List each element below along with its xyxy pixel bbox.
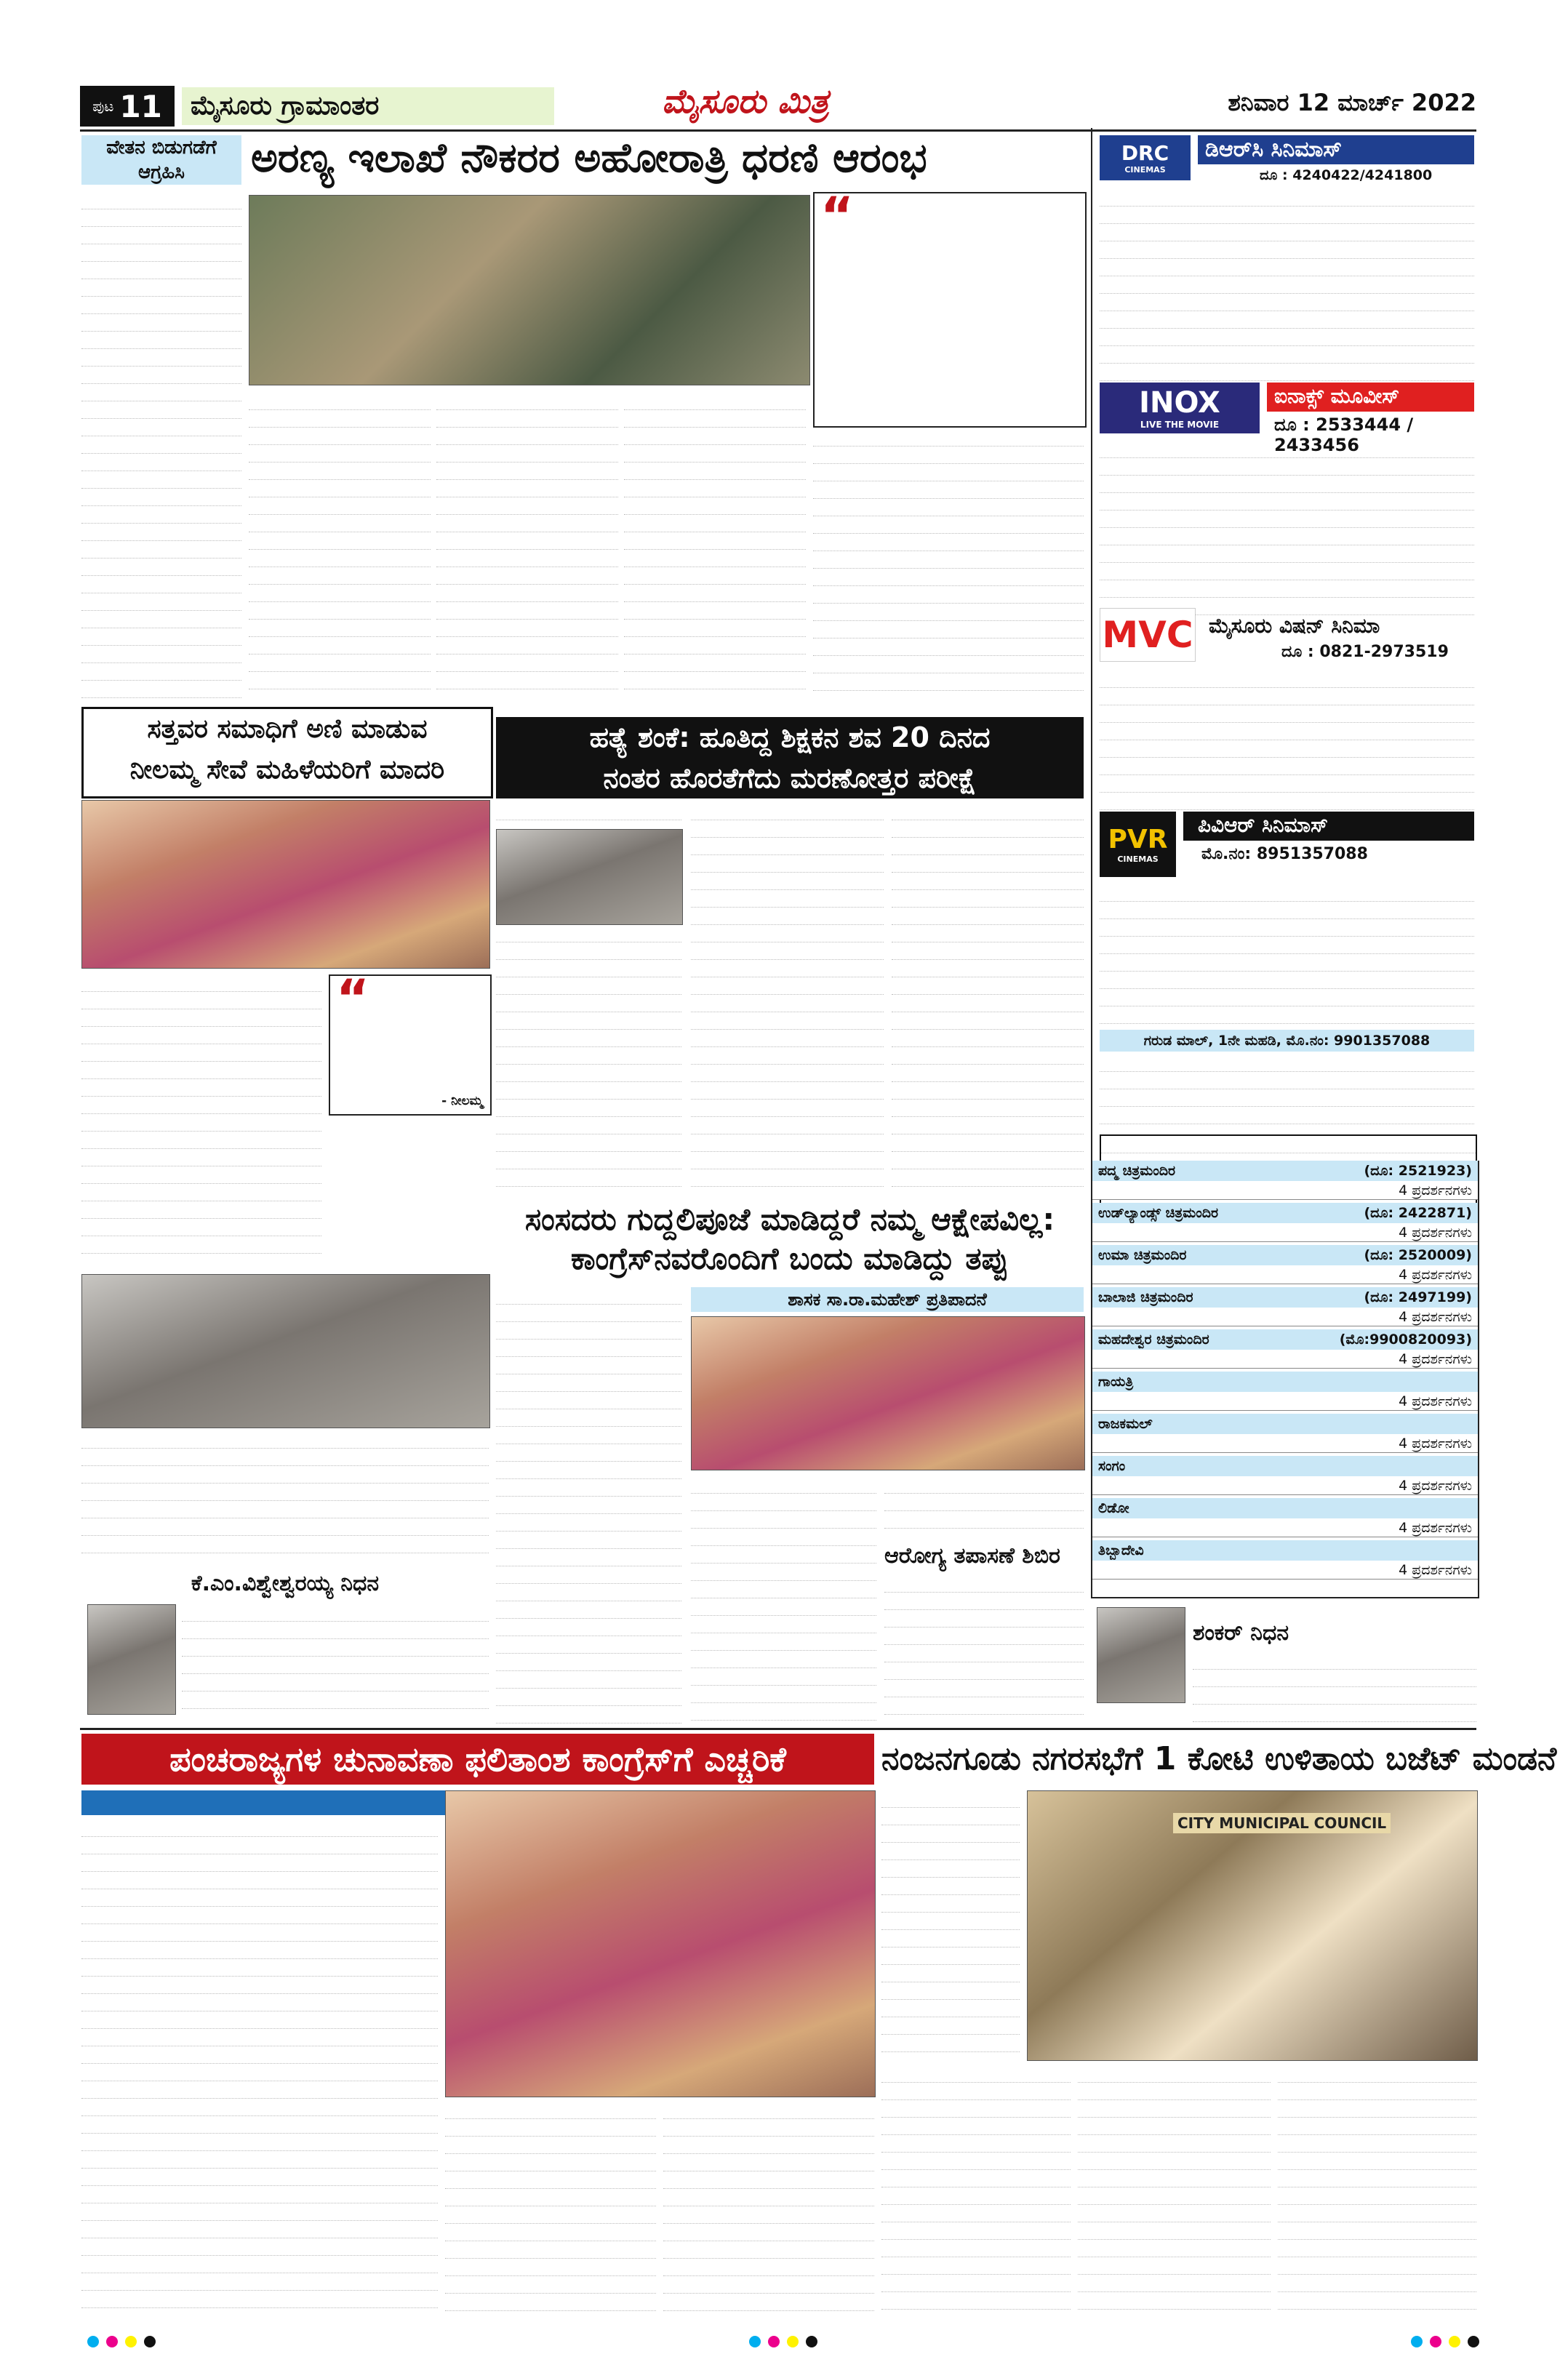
forest-body-col1: [81, 192, 241, 701]
teacher-body-col2: [691, 803, 884, 1196]
theatre-name: ಮಹದೇಶ್ವರ ಚಿತ್ರಮಂದಿರ: [1098, 1332, 1209, 1348]
registration-marks-right: [1411, 2336, 1479, 2347]
mp-headline: [496, 1200, 1084, 1278]
journalists-caption: [81, 1431, 489, 1562]
health-camp-headline: ಆರೋಗ್ಯ ತಪಾಸಣೆ ಶಿಬಿರ: [884, 1543, 1060, 1569]
theatre-name: ಸಂಗಂ: [1098, 1458, 1126, 1474]
mvc-name: ಮೈಸೂರು ವಿಷನ್ ಸಿನಿಮಾ: [1209, 614, 1380, 638]
drc-phone: ದೂ : 4240422/4241800: [1260, 167, 1433, 183]
drc-name: ಡಿಆರ್‌ಸಿ ಸಿನಿಮಾಸ್: [1205, 137, 1343, 162]
panchayat-headline: ಪಂಚರಾಜ್ಯಗಳ ಚುನಾವಣಾ ಫಲಿತಾಂಶ ಕಾಂಗ್ರೆಸ್‌ಗೆ ಎಚ್ಚರಿಕೆ: [81, 1734, 874, 1785]
mp-headline-line2: ಕಾಂಗ್ರೆಸ್‌ನವರೊಂದಿಗೆ ಬಂದು ಮಾಡಿದ್ದು ತಪ್ಪು: [570, 1241, 1009, 1276]
teacher-body-col3: [892, 803, 1084, 1196]
teacher-headline-line1: ಹತ್ಯೆ ಶಂಕೆ: ಹೂತಿದ್ದ ಶಿಕ್ಷಕನ ಶವ 20 ದಿನದ: [589, 721, 991, 753]
council-sign: CITY MUNICIPAL COUNCIL: [1173, 1813, 1391, 1833]
theatre-name: ಬಾಲಾಜಿ ಚಿತ್ರಮಂದಿರ: [1098, 1289, 1193, 1305]
neelamma-photo: [81, 800, 490, 969]
registration-marks-center: [749, 2336, 817, 2347]
inox-name: ಐನಾಕ್ಸ್ ಮೂವೀಸ್: [1274, 384, 1400, 408]
theatre-name-row: [1092, 1245, 1478, 1265]
neelamma-headline-line2: ನೀಲಮ್ಮ ಸೇವೆ ಮಹಿಳೆಯರಿಗೆ ಮಾದರಿ: [129, 755, 445, 785]
mvc-phone: ದೂ : 0821-2973519: [1281, 643, 1449, 661]
theatre-shows-row: 4 ಪ್ರದರ್ಶನಗಳು: [1092, 1265, 1478, 1284]
pvr-logo-sub: CINEMAS: [1117, 854, 1159, 864]
pvr-name: ಪಿವಿಆರ್ ಸಿನಿಮಾಸ್: [1198, 813, 1329, 837]
page-number-box: [80, 86, 175, 127]
pvr-mall2-bar: ಗರುಡ ಮಾಲ್, 1ನೇ ಮಹಡಿ, ಮೊ.ನಂ: 9901357088: [1100, 1030, 1474, 1052]
mvc-logo: MVC: [1100, 608, 1196, 662]
theatre-name-row: [1092, 1498, 1478, 1518]
obit1-headline: ಕೆ.ಎಂ.ವಿಶ್ವೇಶ್ವರಯ್ಯ ನಿಧನ: [191, 1571, 380, 1596]
forest-body-col2: [249, 393, 431, 698]
obit1-body: [182, 1604, 489, 1724]
mp-body-col2: [691, 1476, 876, 1724]
theatre-phone: (ದೂ: 2422871): [1364, 1205, 1472, 1221]
drc-logo-text: DRC: [1121, 141, 1169, 165]
panchayat-body-col1: [81, 1819, 438, 2321]
inox-logo-sub: LIVE THE MOVIE: [1140, 420, 1220, 430]
neelamma-quote-attribution: - ನೀಲಮ್ಮ: [441, 1094, 483, 1108]
inox-phone: ದೂ : 2533444 / 2433456: [1274, 415, 1414, 455]
theatre-shows-row: 4 ಪ್ರದರ್ಶನಗಳು: [1092, 1308, 1478, 1326]
theatre-shows-row: 4 ಪ್ರದರ್ಶನಗಳು: [1092, 1392, 1478, 1411]
pvr-showtimes: [1100, 884, 1474, 1030]
theatre-shows-row: 4 ಪ್ರದರ್ಶನಗಳು: [1092, 1434, 1478, 1453]
pvr-logo-text: PVR: [1108, 825, 1168, 854]
forest-protest-photo: [249, 195, 810, 385]
theatre-shows-row: 4 ಪ್ರದರ್ಶನಗಳು: [1092, 1476, 1478, 1495]
theatre-name: ಉಮಾ ಚಿತ್ರಮಂದಿರ: [1098, 1247, 1187, 1263]
panchayat-kicker: [81, 1790, 467, 1815]
nanjangud-headline: ನಂಜನಗೂಡು ನಗರಸಭೆಗೆ 1 ಕೋಟಿ ಉಳಿತಾಯ ಬಜೆಟ್ ಮಂಡನೆ: [881, 1740, 1557, 1777]
teacher-photo: [496, 829, 683, 925]
mp-event-photo: [691, 1316, 1085, 1470]
obit2-portrait: [1097, 1607, 1185, 1703]
theatre-shows-row: 4 ಪ್ರದರ್ಶನಗಳು: [1092, 1561, 1478, 1580]
theatre-phone: (ಮೊ:9900820093): [1339, 1332, 1472, 1348]
obit2-headline: ಶಂಕರ್ ನಿಧನ: [1193, 1620, 1289, 1646]
theatre-name: ತಿಬ್ಬಾದೇವಿ: [1098, 1542, 1144, 1558]
theatre-shows-row: 4 ಪ್ರದರ್ಶನಗಳು: [1092, 1223, 1478, 1242]
nanjangud-body-col4: [1278, 2065, 1476, 2320]
mp-headline-line1: ಸಂಸದರು ಗುದ್ದಲಿಪೂಜೆ ಮಾಡಿದ್ದರೆ ನಮ್ಮ ಆಕ್ಷೇಪವಿಲ್ಲ:: [524, 1201, 1055, 1237]
drc-logo-sub: CINEMAS: [1124, 165, 1166, 175]
health-camp-body: [884, 1575, 1084, 1724]
theatre-name: ಲಿಡೋ: [1098, 1500, 1129, 1516]
registration-marks-left: [87, 2336, 156, 2347]
forest-body-col5: [813, 429, 1084, 698]
teacher-headline-box: [496, 717, 1084, 798]
neelamma-quote-box: “ - ನೀಲಮ್ಮ: [329, 974, 492, 1116]
page-label: ಪುಟ: [92, 97, 114, 115]
pvr-logo: [1100, 812, 1176, 877]
inox-logo: [1100, 383, 1260, 433]
forest-kicker: ವೇತನ ಬಿಡುಗಡೆಗೆ ಆಗ್ರಹಿಸಿ: [81, 135, 241, 185]
theatre-name-row: [1092, 1203, 1478, 1223]
nanjangud-body-col2: [881, 2065, 1071, 2320]
mp-body-col3: [884, 1476, 1084, 1534]
theatre-shows-row: 4 ಪ್ರದರ್ಶನಗಳು: [1092, 1350, 1478, 1369]
section-name: ಮೈಸೂರು ಗ್ರಾಮಾಂತರ: [182, 87, 554, 125]
drc-logo: [1100, 135, 1191, 180]
theatre-name-row: [1092, 1414, 1478, 1434]
forest-headline: ಅರಣ್ಯ ಇಲಾಖೆ ನೌಕರರ ಅಹೋರಾತ್ರಿ ಧರಣಿ ಆರಂಭ: [251, 135, 927, 182]
theatre-name: ಗಾಯತ್ರಿ: [1098, 1374, 1134, 1390]
neelamma-headline-line1: ಸತ್ತವರ ಸಮಾಧಿಗೆ ಅಣಿ ಮಾಡುವ: [147, 714, 428, 744]
forest-body-col3: [436, 393, 618, 698]
panchayat-body-col2: [445, 2102, 656, 2320]
theatre-name: ಪದ್ಮ ಚಿತ್ರಮಂದಿರ: [1098, 1163, 1176, 1179]
theatre-phone: (ದೂ: 2520009): [1364, 1247, 1472, 1263]
theatre-name-row: [1092, 1540, 1478, 1561]
obit2-body: [1193, 1652, 1476, 1722]
panchayat-body-col3: [663, 2102, 874, 2320]
nanjangud-body-col3: [1078, 2065, 1271, 2320]
obit1-portrait: [87, 1604, 176, 1715]
theatre-phone: (ದೂ: 2497199): [1364, 1289, 1472, 1305]
theatre-name-row: [1092, 1287, 1478, 1308]
page-header: [80, 81, 1476, 132]
neelamma-body: [81, 974, 321, 1265]
theatre-name: ರಾಜಕಮಲ್: [1098, 1416, 1153, 1432]
theatre-name-row: [1092, 1161, 1478, 1181]
teacher-headline-line2: ನಂತರ ಹೊರತೆಗೆದು ಮರಣೋತ್ತರ ಪರೀಕ್ಷೆ: [603, 762, 977, 794]
theatre-name-row: [1092, 1456, 1478, 1476]
theatre-phone: (ದೂ: 2521923): [1364, 1163, 1472, 1179]
pvr-mall2-showtimes: [1100, 1054, 1474, 1134]
issue-date: ಶನಿವಾರ 12 ಮಾರ್ಚ್ 2022: [1228, 89, 1476, 116]
forest-body-col4: [624, 393, 806, 698]
pvr-phone: ಮೊ.ನಂ: 8951357088: [1201, 845, 1368, 863]
theatre-name-row: [1092, 1329, 1478, 1350]
drc-showtimes: [1100, 189, 1474, 393]
nanjangud-body-col1: [881, 1790, 1020, 2052]
panchayat-photo: [445, 1790, 876, 2097]
mp-body-col1: [496, 1287, 681, 1724]
theatre-shows-row: 4 ಪ್ರದರ್ಶನಗಳು: [1092, 1181, 1478, 1200]
theatre-name-row: [1092, 1372, 1478, 1392]
nanjangud-council-photo: [1027, 1790, 1478, 2061]
theatre-table: [1091, 1161, 1479, 1598]
mp-photo-caption: ಶಾಸಕ ಸಾ.ರಾ.ಮಹೇಶ್ ಪ್ರತಿಪಾದನೆ: [691, 1287, 1084, 1312]
mvc-showtimes: [1100, 670, 1474, 823]
forest-quote-box: “: [813, 192, 1087, 428]
masthead: ಮೈಸೂರು ಮಿತ್ರ: [662, 81, 829, 121]
neelamma-headline-box: [81, 707, 493, 798]
theatre-shows-row: 4 ಪ್ರದರ್ಶನಗಳು: [1092, 1518, 1478, 1537]
inox-logo-text: INOX: [1139, 386, 1220, 420]
theatre-name: ಉಡ್‌ಲ್ಯಾಂಡ್ಸ್ ಚಿತ್ರಮಂದಿರ: [1098, 1205, 1219, 1221]
inox-showtimes: [1100, 441, 1474, 622]
page-number: 11: [119, 88, 162, 124]
journalists-group-photo: [81, 1274, 490, 1428]
